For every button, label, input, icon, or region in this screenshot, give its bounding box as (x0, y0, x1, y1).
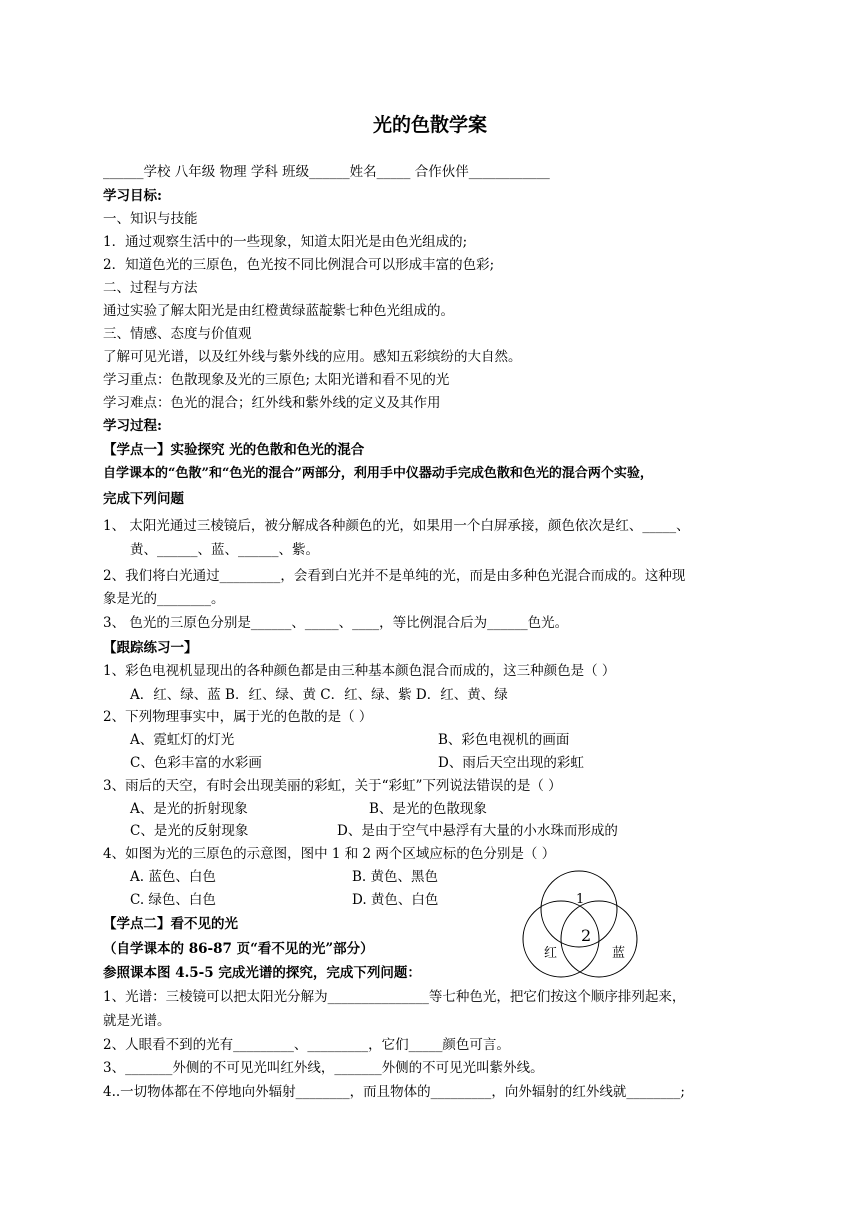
process-heading: 二、过程与方法 (103, 280, 198, 296)
point2-q2: 2、人眼看不到的光有_________、_________，它们_____颜色可言。 (103, 1037, 510, 1053)
point2-subheading: （自学课本的 86-87 页“看不见的光”部分） (103, 941, 374, 957)
knowledge-item-1: 1．通过观察生活中的一些现象，知道太阳光是由色光组成的; (103, 234, 468, 250)
key-points: 学习重点：色散现象及光的三原色; 太阳光谱和看不见的光 (103, 372, 450, 388)
point1-q2-line1: 2、我们将白光通过_________，会看到白光并不是单纯的光，而是由多种色光混合而成的。这种现 (103, 568, 686, 584)
point2-q3: 3、_______外侧的不可见光叫红外线，_______外侧的不可见光叫紫外线。 (103, 1060, 544, 1076)
knowledge-item-2: 2．知道色光的三原色，色光按不同比例混合可以形成丰富的色彩; (103, 257, 495, 273)
practice1-q2-option-d: D、雨后天空出现的彩虹 (438, 755, 584, 771)
point2-heading: 【学点二】看不见的光 (103, 916, 238, 932)
venn-label-2: 2 (581, 926, 592, 945)
practice1-q3-option-a: A、是光的折射现象 (130, 801, 248, 817)
knowledge-heading: 一、知识与技能 (103, 211, 198, 227)
practice1-q2-option-b: B、彩色电视机的画面 (438, 732, 570, 748)
three-primary-colors-venn (518, 866, 648, 996)
practice1-q4-option-d: D. 黄色、白色 (352, 892, 439, 908)
practice1-q3-option-c: C、是光的反射现象 (130, 823, 249, 839)
point2-q1-line1: 1、光谱：三棱镜可以把太阳光分解为_______________等七种色光，把它们按这个顺序排列起来， (103, 989, 686, 1005)
practice1-q2-option-a: A、霓虹灯的灯光 (130, 732, 235, 748)
venn-label-1: 1 (576, 892, 585, 907)
practice1-q3: 3、雨后的天空，有时会出现美丽的彩虹，关于“彩虹”下列说法错误的是（ ） (103, 778, 562, 794)
point2-reference: 参照课本图 4.5-5 完成光谱的探究，完成下列问题： (103, 965, 421, 981)
point2-q4: 4..一切物体都在不停地向外辐射________，而且物体的_________，向外辐射的红外线就________; (103, 1084, 685, 1100)
practice1-q4-option-a: A. 蓝色、白色 (130, 869, 216, 885)
practice1-q4-option-b: B. 黄色、黑色 (352, 869, 439, 885)
process-item-1: 通过实验了解太阳光是由红橙黄绿蓝靛紫七种色光组成的。 (103, 303, 454, 319)
practice1-q3-option-d: D、是由于空气中悬浮有大量的小水珠而形成的 (337, 823, 618, 839)
header-info-line: ______学校 八年级 物理 学科 班级______姓名_____ 合作伙伴____________ (103, 164, 550, 180)
venn-circle-top (541, 871, 617, 947)
point1-q3: 3、 色光的三原色分别是______、_____、____，等比例混合后为______色光。 (103, 615, 569, 631)
study-goals-heading: 学习目标: (103, 188, 162, 204)
practice1-q3-option-b: B、是光的色散现象 (369, 801, 487, 817)
emotion-heading: 三、情感、态度与价值观 (103, 326, 252, 342)
page-title: 光的色散学案 (372, 114, 487, 136)
venn-label-red: 红 (544, 946, 558, 961)
practice1-q1: 1、彩色电视机显现出的各种颜色都是由三种基本颜色混合而成的，这三种颜色是（ ） (103, 663, 616, 679)
point1-q1-line2: 黄、______、蓝、______、紫。 (130, 542, 319, 558)
point1-q1-line1: 1、 太阳光通过三棱镜后，被分解成各种颜色的光，如果用一个白屏承接，颜色依次是红、_____、 (103, 518, 690, 534)
practice1-q2-option-c: C、色彩丰富的水彩画 (130, 755, 262, 771)
practice1-q1-options: A．红、绿、蓝 B．红、绿、黄 C．红、绿、紫 D．红、黄、绿 (130, 687, 508, 703)
difficult-points: 学习难点：色光的混合；红外线和紫外线的定义及其作用 (103, 395, 441, 411)
emotion-item-1: 了解可见光谱，以及红外线与紫外线的应用。感知五彩缤纷的大自然。 (103, 349, 522, 365)
practice1-heading: 【跟踪练习一】 (103, 640, 198, 656)
point1-intro-2: 完成下列问题 (103, 491, 184, 507)
study-process-heading: 学习过程: (103, 418, 162, 434)
practice1-q4-option-c: C. 绿色、白色 (130, 892, 216, 908)
practice1-q4: 4、如图为光的三原色的示意图，图中 1 和 2 两个区域应标的色分别是（ ） (103, 846, 556, 862)
point1-heading: 【学点一】实验探究 光的色散和色光的混合 (103, 442, 365, 458)
point1-q2-line2: 象是光的________。 (103, 591, 225, 607)
point1-intro-1: 自学课本的“色散”和“色光的混合”两部分，利用手中仪器动手完成色散和色光的混合两个实验， (103, 466, 653, 481)
venn-label-blue: 蓝 (612, 946, 626, 961)
practice1-q2: 2、下列物理事实中，属于光的色散的是（ ） (103, 709, 373, 725)
point2-q1-line2: 就是光谱。 (103, 1013, 171, 1029)
